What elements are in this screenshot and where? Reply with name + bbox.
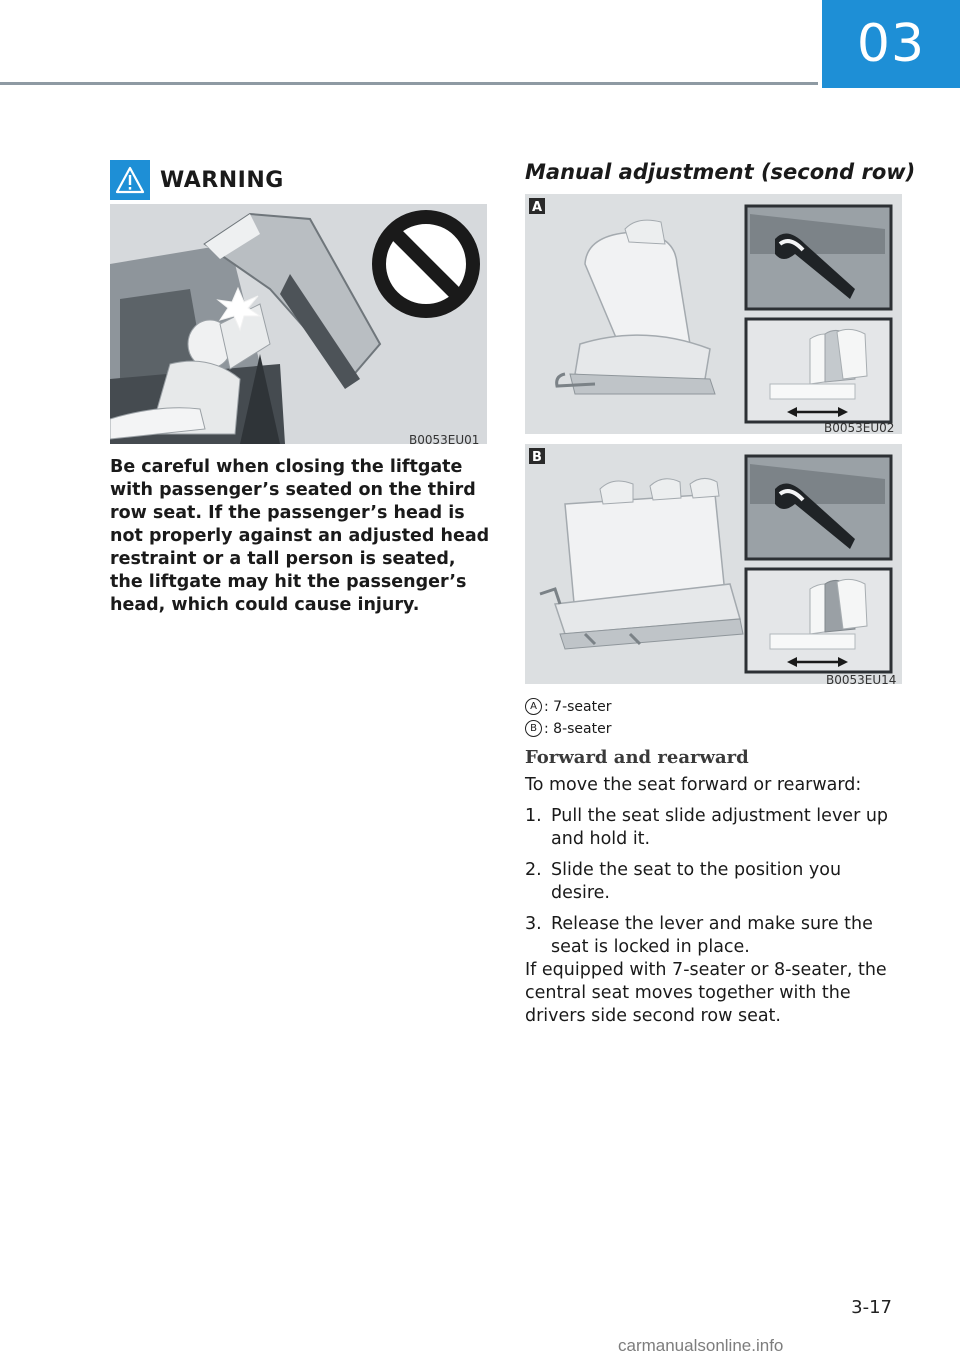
steps-list: [525, 805, 905, 967]
page-number: 3-17: [851, 1297, 892, 1318]
warning-heading: [110, 160, 284, 200]
step-text: Release the lever and make sure the seat is locked in place.: [551, 914, 873, 957]
subheading: Forward and rearward: [525, 747, 749, 768]
legend-text: : 8-seater: [544, 720, 612, 737]
figure-8-seater: [525, 444, 902, 684]
note-text: If equipped with 7-seater or 8-seater, the central seat moves together with the drivers side second row seat.: [525, 960, 887, 1026]
chapter-number: 03: [856, 14, 926, 74]
figure-b-letter: B: [532, 450, 542, 465]
intro-text: To move the seat forward or rearward:: [525, 775, 862, 795]
legend-letter: B: [525, 720, 542, 737]
step-number: 3.: [525, 914, 542, 934]
chapter-tab: [822, 0, 960, 88]
step-number: 2.: [525, 860, 542, 880]
section-title: Manual adjustment (second row): [525, 160, 916, 184]
warning-text: Be careful when closing the liftgate with passenger’s seated on the third row seat. If the passenger’s head is not properly against an adjusted head restraint or a tall person is seated, the liftgate may hit the passenger’s head, which could cause injury.: [110, 457, 490, 615]
liftgate-warning-illustration: [110, 204, 487, 444]
figure-code: B0053EU01: [409, 433, 480, 447]
list-item: [525, 805, 905, 851]
header-rule: [0, 82, 818, 85]
warning-label: WARNING: [160, 167, 284, 193]
figure-7-seater: [525, 194, 902, 434]
step-number: 1.: [525, 806, 542, 826]
step-text: Slide the seat to the position you desire.: [551, 860, 842, 903]
figure-code: B0053EU02: [824, 421, 895, 435]
list-item: [525, 913, 905, 959]
legend-item: [525, 698, 611, 715]
watermark-link[interactable]: carmanualsonline.info: [618, 1336, 784, 1355]
step-text: Pull the seat slide adjustment lever up and hold it.: [551, 806, 889, 849]
legend-item: [525, 720, 611, 737]
figure-a-letter: A: [531, 200, 543, 215]
legend-letter: A: [525, 698, 542, 715]
list-item: [525, 859, 905, 905]
legend-text: : 7-seater: [544, 698, 612, 715]
figure-code: B0053EU14: [826, 673, 897, 687]
warning-triangle-icon: [110, 160, 150, 200]
